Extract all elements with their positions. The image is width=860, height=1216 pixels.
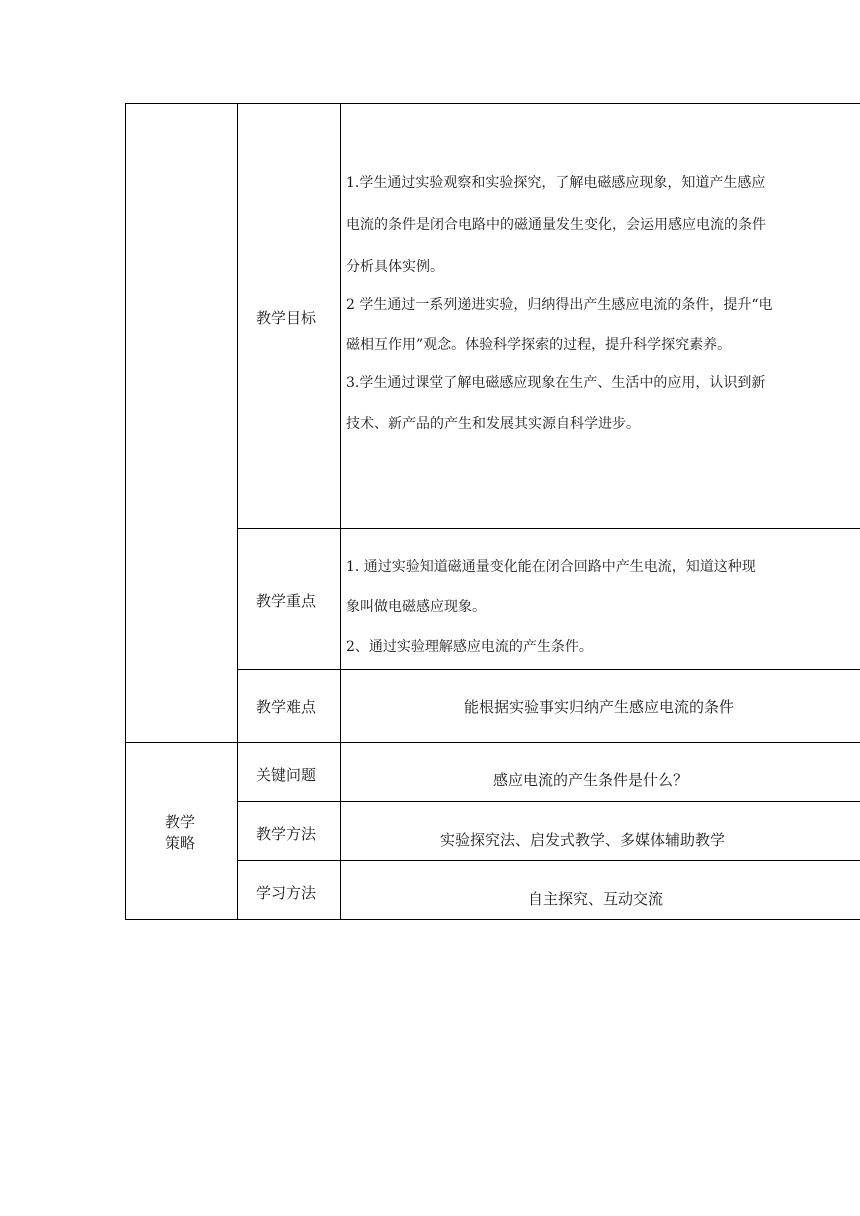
- keypoints-line-1: 1. 通过实验知道磁通量变化能在闭合回路中产生电流，知道这种现: [346, 559, 756, 575]
- objectives-line-6: 3.学生通过课堂了解电磁感应现象在生产、生活中的应用，认识到新: [346, 375, 766, 391]
- row-divider-section: [125, 742, 860, 743]
- difficulties-label: 教学难点: [256, 698, 317, 716]
- row-divider-keyquestion: [237, 801, 860, 802]
- objectives-line-3: 分析具体实例。: [346, 259, 444, 275]
- strategy-label-line-1: 教学: [165, 813, 196, 831]
- keypoints-line-3: 2、通过实验理解感应电流的产生条件。: [346, 639, 593, 655]
- row-divider-objectives: [237, 528, 860, 529]
- key-question-label: 关键问题: [256, 766, 317, 784]
- table-border-bottom: [125, 919, 860, 920]
- objectives-line-1: 1.学生通过实验观察和实验探究，了解电磁感应现象，知道产生感应: [346, 175, 766, 191]
- learning-method-label: 学习方法: [256, 884, 317, 902]
- column-divider-1: [237, 103, 238, 920]
- teaching-method-content: 实验探究法、启发式教学、多媒体辅助教学: [440, 831, 726, 849]
- keypoints-label: 教学重点: [256, 592, 317, 610]
- table-border-left: [125, 103, 126, 920]
- row-divider-teachingmethod: [237, 860, 860, 861]
- objectives-line-7: 技术、新产品的产生和发展其实源自科学进步。: [346, 416, 640, 432]
- strategy-label-line-2: 策略: [165, 834, 196, 852]
- objectives-line-4: 2 学生通过一系列递进实验，归纳得出产生感应电流的条件，提升“电: [346, 297, 773, 313]
- table-border-top: [125, 103, 860, 104]
- row-divider-keypoints: [237, 669, 860, 670]
- keypoints-line-2: 象叫做电磁感应现象。: [346, 599, 486, 615]
- column-divider-2: [340, 103, 341, 920]
- objectives-label: 教学目标: [256, 309, 317, 327]
- learning-method-content: 自主探究、互动交流: [528, 890, 664, 908]
- difficulties-content: 能根据实验事实归纳产生感应电流的条件: [464, 698, 735, 716]
- objectives-line-2: 电流的条件是闭合电路中的磁通量发生变化，会运用感应电流的条件: [346, 217, 766, 233]
- key-question-content: 感应电流的产生条件是什么？: [493, 771, 689, 789]
- teaching-method-label: 教学方法: [256, 825, 317, 843]
- objectives-line-5: 磁相互作用”观念。体验科学探索的过程，提升科学探究素养。: [346, 337, 732, 353]
